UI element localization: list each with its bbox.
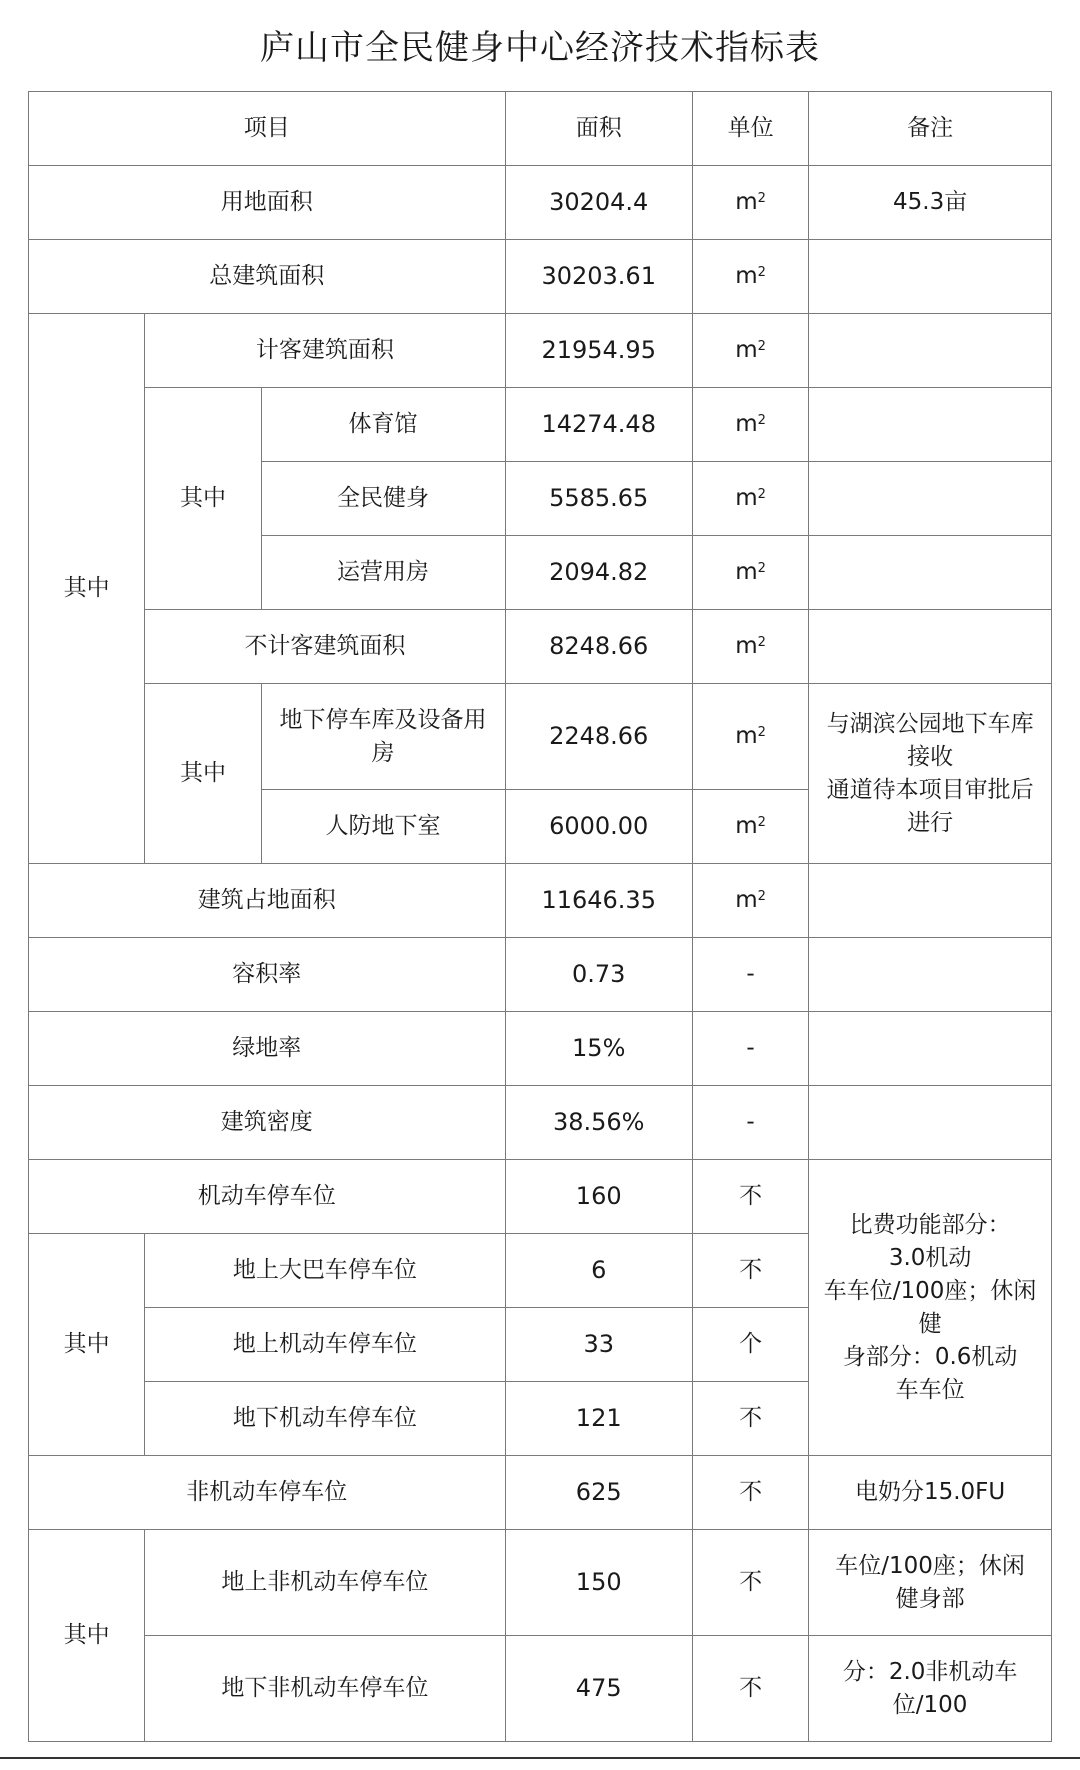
header-row	[29, 92, 1052, 166]
row-value: 30203.61	[505, 240, 692, 314]
row-note	[809, 864, 1052, 938]
row-unit	[692, 864, 808, 938]
row-note: 45.3亩	[809, 166, 1052, 240]
row-note: 比费功能部分： 3.0机动 车车位/100座；休闲健 身部分：0.6机动 车车位	[809, 1160, 1052, 1456]
unit-base: m	[735, 337, 758, 363]
row-value: 11646.35	[505, 864, 692, 938]
row-value: 6	[505, 1234, 692, 1308]
row-unit: 不	[692, 1636, 808, 1742]
row-label: 体育馆	[261, 388, 505, 462]
row-unit: -	[692, 938, 808, 1012]
row-note	[809, 240, 1052, 314]
row-label: 机动车停车位	[29, 1160, 506, 1234]
row-label: 建筑占地面积	[29, 864, 506, 938]
table-row	[29, 864, 1052, 938]
row-unit	[692, 462, 808, 536]
table-row	[29, 388, 1052, 462]
row-label: 地上非机动车停车位	[145, 1530, 505, 1636]
row-unit	[692, 166, 808, 240]
unit-base: m	[735, 263, 758, 289]
row-label: 总建筑面积	[29, 240, 506, 314]
row-value: 160	[505, 1160, 692, 1234]
bottom-rule	[0, 1757, 1080, 1759]
unit-base: m	[735, 189, 758, 215]
group-label: 其中	[29, 314, 145, 864]
row-label: 全民健身	[261, 462, 505, 536]
indicator-table	[28, 91, 1052, 1742]
row-value: 6000.00	[505, 790, 692, 864]
unit-base: m	[735, 723, 758, 749]
row-unit: 不	[692, 1382, 808, 1456]
unit-base: m	[735, 485, 758, 511]
row-value: 38.56%	[505, 1086, 692, 1160]
row-note	[809, 462, 1052, 536]
group-label: 其中	[29, 1530, 145, 1742]
row-note: 分：2.0非机动车 位/100	[809, 1636, 1052, 1742]
row-value: 475	[505, 1636, 692, 1742]
unit-base: m	[735, 633, 758, 659]
table-row	[29, 1456, 1052, 1530]
unit-superscript: 2	[757, 265, 766, 280]
unit-superscript: 2	[757, 339, 766, 354]
unit-superscript: 2	[757, 725, 766, 740]
row-unit: -	[692, 1012, 808, 1086]
row-value: 0.73	[505, 938, 692, 1012]
row-note: 与湖滨公园地下车库接收 通道待本项目审批后进行	[809, 684, 1052, 864]
row-unit: 不	[692, 1456, 808, 1530]
unit-base: m	[735, 559, 758, 585]
row-value: 8248.66	[505, 610, 692, 684]
row-unit	[692, 388, 808, 462]
row-label: 不计客建筑面积	[145, 610, 505, 684]
row-label: 建筑密度	[29, 1086, 506, 1160]
row-unit	[692, 240, 808, 314]
row-note	[809, 536, 1052, 610]
row-unit	[692, 314, 808, 388]
row-label: 地上大巴车停车位	[145, 1234, 505, 1308]
row-value: 121	[505, 1382, 692, 1456]
row-value: 33	[505, 1308, 692, 1382]
row-note	[809, 1086, 1052, 1160]
unit-base: m	[735, 813, 758, 839]
row-unit	[692, 536, 808, 610]
row-value: 2094.82	[505, 536, 692, 610]
row-label: 地下非机动车停车位	[145, 1636, 505, 1742]
unit-superscript: 2	[757, 413, 766, 428]
row-unit	[692, 684, 808, 790]
row-unit	[692, 790, 808, 864]
unit-base: m	[735, 411, 758, 437]
row-note	[809, 1012, 1052, 1086]
table-row	[29, 1160, 1052, 1234]
table-row	[29, 166, 1052, 240]
row-value: 30204.4	[505, 166, 692, 240]
row-value: 150	[505, 1530, 692, 1636]
page-title: 庐山市全民健身中心经济技术指标表	[260, 28, 820, 68]
row-label: 运营用房	[261, 536, 505, 610]
row-value: 5585.65	[505, 462, 692, 536]
row-unit: -	[692, 1086, 808, 1160]
row-label: 地下停车库及设备用房	[261, 684, 505, 790]
row-unit: 个	[692, 1308, 808, 1382]
unit-superscript: 2	[757, 889, 766, 904]
table-row	[29, 240, 1052, 314]
header-area: 面积	[505, 92, 692, 166]
unit-superscript: 2	[757, 815, 766, 830]
table-row	[29, 1086, 1052, 1160]
unit-superscript: 2	[757, 191, 766, 206]
row-note: 车位/100座；休闲 健身部	[809, 1530, 1052, 1636]
row-value: 15%	[505, 1012, 692, 1086]
table-row	[29, 684, 1052, 790]
table-row	[29, 938, 1052, 1012]
row-value: 14274.48	[505, 388, 692, 462]
row-label: 容积率	[29, 938, 506, 1012]
row-unit: 不	[692, 1234, 808, 1308]
row-unit: 不	[692, 1160, 808, 1234]
header-item: 项目	[29, 92, 506, 166]
row-label: 地下机动车停车位	[145, 1382, 505, 1456]
row-label: 计客建筑面积	[145, 314, 505, 388]
row-unit	[692, 610, 808, 684]
row-note	[809, 610, 1052, 684]
row-note	[809, 314, 1052, 388]
unit-superscript: 2	[757, 561, 766, 576]
header-note: 备注	[809, 92, 1052, 166]
subgroup-label: 其中	[145, 388, 261, 610]
row-value: 21954.95	[505, 314, 692, 388]
row-note	[809, 938, 1052, 1012]
row-label: 用地面积	[29, 166, 506, 240]
header-unit: 单位	[692, 92, 808, 166]
row-value: 2248.66	[505, 684, 692, 790]
subgroup-label: 其中	[145, 684, 261, 864]
unit-superscript: 2	[757, 635, 766, 650]
unit-superscript: 2	[757, 487, 766, 502]
table-row	[29, 1636, 1052, 1742]
unit-base: m	[735, 887, 758, 913]
row-label: 绿地率	[29, 1012, 506, 1086]
row-unit: 不	[692, 1530, 808, 1636]
row-label: 人防地下室	[261, 790, 505, 864]
table-row	[29, 1530, 1052, 1636]
row-label: 非机动车停车位	[29, 1456, 506, 1530]
table-row	[29, 314, 1052, 388]
row-note: 电奶分15.0FU	[809, 1456, 1052, 1530]
row-label: 地上机动车停车位	[145, 1308, 505, 1382]
table-row	[29, 1012, 1052, 1086]
group-label: 其中	[29, 1234, 145, 1456]
table-row	[29, 610, 1052, 684]
row-note	[809, 388, 1052, 462]
row-value: 625	[505, 1456, 692, 1530]
